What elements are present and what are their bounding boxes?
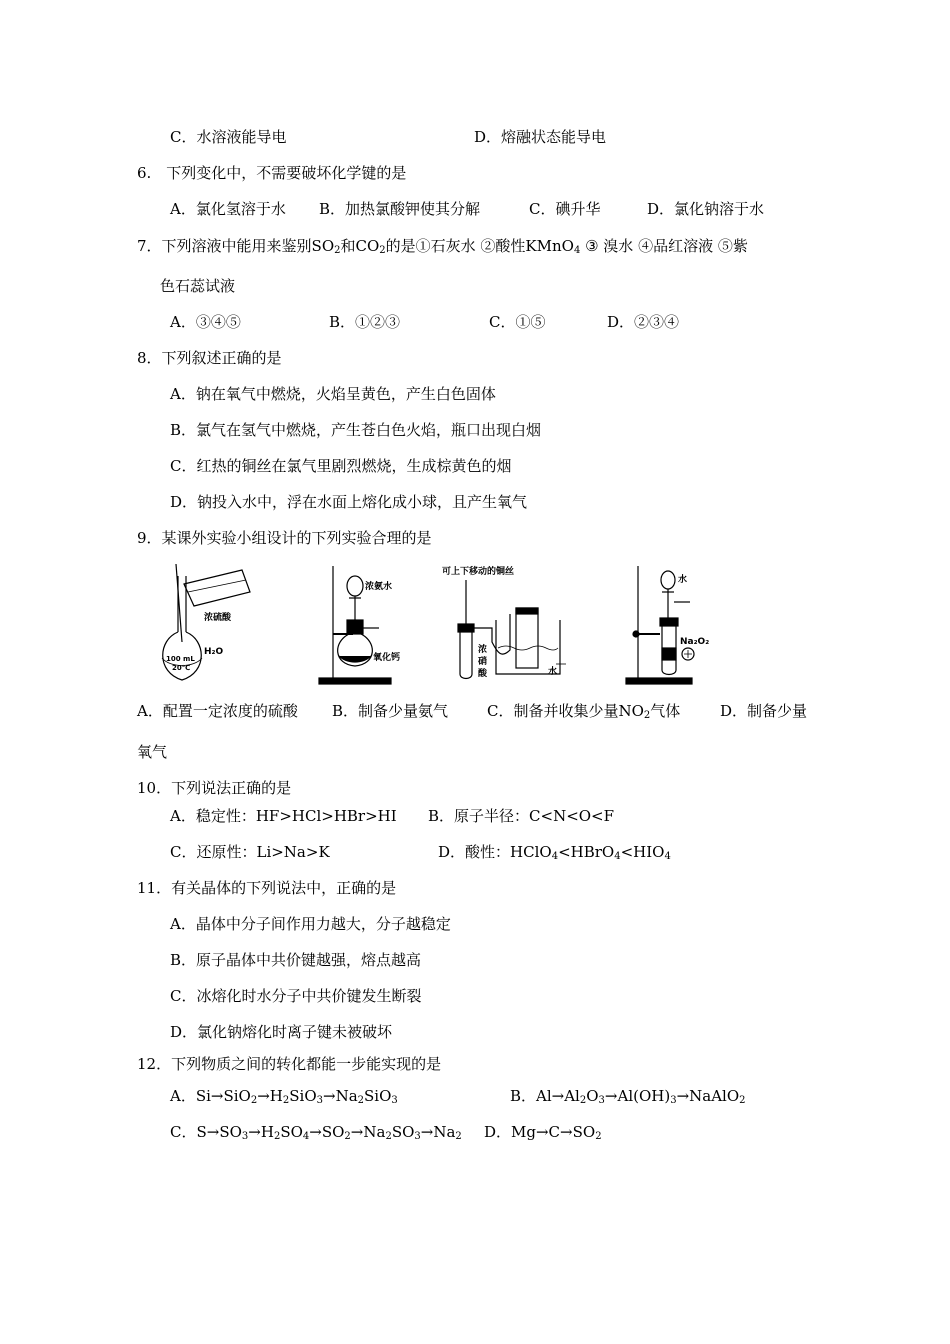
fig-d-water-label: 水 [678, 575, 688, 585]
q11-option-b: B．原子晶体中共价键越强，熔点越高 [170, 951, 422, 969]
q5-option-d: D．熔融状态能导电 [474, 128, 607, 146]
q12-option-b: B．$Al\to Al_2O_3\to Al(OH)_3\to NaAlO_2$ [510, 1087, 746, 1106]
q9-option-d: D．制备少量 [720, 702, 808, 720]
q10-option-d: D．酸性：$HClO_4<HBrO_4<HIO_4$ [438, 843, 671, 862]
figure-c-no2-setup [436, 562, 566, 688]
q8-option-d: D．钠投入水中，浮在水面上熔化成小球，且产生氧气 [170, 493, 528, 511]
fig-c-water-label: 水 [548, 667, 558, 677]
q11-option-a: A．晶体中分子间作用力越大，分子越稳定 [170, 915, 451, 933]
fig-b-ammonia-label: 浓氨水 [365, 582, 393, 592]
q9-option-c: C．制备并收集少量$NO_2$气体 [487, 702, 681, 721]
fig-c-acid-char-3: 酸 [478, 669, 488, 679]
q10-option-a: A．稳定性：HF>HCl>HBr>HI [170, 807, 397, 825]
q11-option-c: C．冰熔化时水分子中共价键发生断裂 [170, 987, 422, 1005]
q6-option-c: C．碘升华 [529, 200, 601, 218]
q10-option-b: B．原子半径：C<N<O<F [428, 807, 615, 825]
figure-d-oxygen-setup [622, 562, 722, 688]
fig-a-acid-label: 浓硫酸 [204, 613, 232, 623]
q12-option-c: C．$S\to SO_3\to H_2SO_4\to SO_2\to Na_2SO_3\to Na_2$ [170, 1123, 462, 1142]
fig-a-volume-label: 100 mL [166, 655, 195, 663]
figure-b-ammonia-setup [315, 562, 415, 688]
q8-option-c: C．红热的铜丝在氯气里剧烈燃烧，生成棕黄色的烟 [170, 457, 512, 475]
figure-a-volumetric-flask [150, 562, 260, 688]
q10-stem: 10．下列说法正确的是 [137, 779, 292, 797]
q11-option-d: D．氯化钠熔化时离子键未被破坏 [170, 1023, 393, 1041]
q7-option-b: B．①②③ [329, 313, 401, 331]
fig-d-na2o2-label: Na₂O₂ [680, 637, 710, 647]
q8-option-a: A．钠在氧气中燃烧，火焰呈黄色，产生白色固体 [170, 385, 496, 403]
q9-option-b: B．制备少量氨气 [332, 702, 449, 720]
q7-option-d: D．②③④ [607, 313, 680, 331]
q9-option-a: A．配置一定浓度的硫酸 [137, 702, 298, 720]
q5-option-c: C．水溶液能导电 [170, 128, 287, 146]
q12-stem: 12．下列物质之间的转化都能一步能实现的是 [137, 1055, 442, 1073]
q7-option-c: C．①⑤ [489, 313, 546, 331]
fig-c-acid-char-2: 硝 [478, 657, 488, 667]
q9-stem: 9．某课外实验小组设计的下列实验合理的是 [137, 529, 432, 547]
q7-stem-continuation: 色石蕊试液 [160, 277, 236, 295]
fig-a-temp-label: 20℃ [172, 664, 191, 672]
q8-stem: 8．下列叙述正确的是 [137, 349, 282, 367]
fig-a-water-label: H₂O [204, 647, 224, 657]
fig-c-top-label: 可上下移动的铜丝 [442, 567, 515, 577]
q12-option-a: A．$Si\to SiO_2\to H_2SiO_3\to Na_2SiO_3$ [170, 1087, 398, 1106]
q7-option-a: A．③④⑤ [170, 313, 241, 331]
q8-option-b: B．氯气在氢气中燃烧，产生苍白色火焰，瓶口出现白烟 [170, 421, 542, 439]
fig-c-acid-char-1: 浓 [478, 645, 488, 655]
q10-option-c: C．还原性：Li>Na>K [170, 843, 330, 861]
q12-option-d: D．$Mg\to C\to SO_2$ [484, 1123, 602, 1142]
q6-option-b: B．加热氯酸钾使其分解 [319, 200, 481, 218]
q6-option-a: A．氯化氢溶于水 [170, 200, 286, 218]
q9-option-d-continuation: 氧气 [137, 743, 168, 761]
q11-stem: 11．有关晶体的下列说法中，正确的是 [137, 879, 397, 897]
q6-stem: 6. 下列变化中，不需要破坏化学键的是 [137, 164, 407, 182]
fig-b-cao-label: 氧化钙 [373, 653, 401, 663]
q6-option-d: D．氯化钠溶于水 [647, 200, 765, 218]
q7-stem: 7．下列溶液中能用来鉴别$SO_2$和$CO_2$的是①石灰水 ②酸性KMnO$_4$ ③ 溴水 ④品红溶液 ⑤紫 [137, 237, 748, 256]
